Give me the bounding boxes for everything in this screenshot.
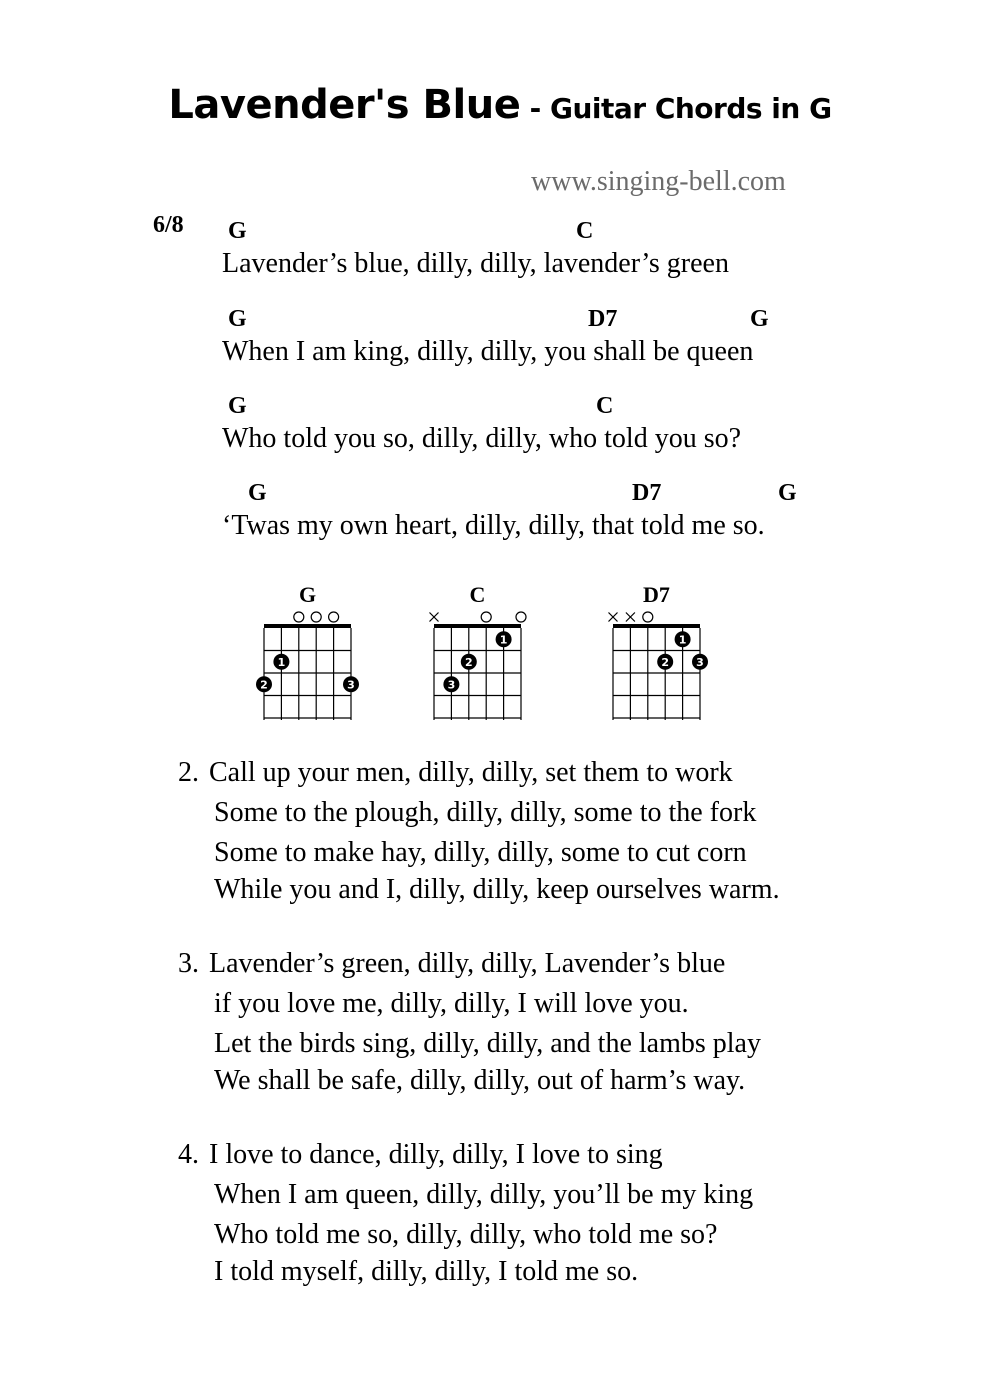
- lyric-line: if you love me, dilly, dilly, I will love you.: [214, 988, 689, 1019]
- open-string-marker: [311, 612, 321, 622]
- lyric-line: Some to make hay, dilly, dilly, some to cut corn: [214, 837, 747, 868]
- chord-name: D7: [643, 582, 670, 607]
- lyric-line: Who told you so, dilly, dilly, who told you so?: [222, 423, 742, 454]
- open-string-marker: [294, 612, 304, 622]
- chord-diagram-d7: [597, 580, 717, 720]
- verse-number: 4.: [178, 1139, 199, 1170]
- finger-number: 1: [678, 633, 687, 647]
- title-separator: -: [520, 92, 550, 125]
- chord-label: C: [576, 218, 594, 244]
- finger-number: 1: [499, 633, 508, 647]
- lyric-line: When I am queen, dilly, dilly, you’ll be my king: [214, 1179, 754, 1210]
- chord-label: C: [596, 393, 614, 419]
- lyric-line: Some to the plough, dilly, dilly, some to the fork: [214, 797, 757, 828]
- muted-string-marker: [626, 613, 635, 622]
- lyric-line: Call up your men, dilly, dilly, set them to work: [209, 757, 733, 788]
- chord-label: G: [228, 306, 247, 332]
- lyric-line: Who told me so, dilly, dilly, who told me so?: [214, 1219, 718, 1250]
- lyric-line: While you and I, dilly, dilly, keep ourselves warm.: [214, 874, 780, 905]
- website-url: www.singing-bell.com: [531, 166, 786, 197]
- lyric-line: I told myself, dilly, dilly, I told me so.: [214, 1256, 639, 1287]
- lyric-line: Let the birds sing, dilly, dilly, and the lambs play: [214, 1028, 761, 1059]
- lyric-line: I love to dance, dilly, dilly, I love to sing: [209, 1139, 663, 1170]
- lyric-line: When I am king, dilly, dilly, you shall be queen: [222, 336, 754, 367]
- nut: [434, 624, 521, 628]
- song-title: Lavender's Blue: [168, 82, 521, 128]
- chord-name: G: [298, 582, 317, 607]
- muted-string-marker: [609, 613, 618, 622]
- finger-number: 3: [347, 678, 355, 692]
- chord-label: D7: [632, 480, 662, 506]
- lyric-line: Lavender’s blue, dilly, dilly, lavender’s green: [222, 248, 729, 279]
- chord-diagram-g: [248, 580, 368, 720]
- lyric-line: We shall be safe, dilly, dilly, out of harm’s way.: [214, 1065, 746, 1096]
- chord-label: G: [248, 480, 267, 506]
- time-signature: 6/8: [153, 212, 184, 238]
- chord-diagram-svg: [597, 580, 717, 720]
- verse-number: 3.: [178, 948, 199, 979]
- chord-label: G: [778, 480, 797, 506]
- chord-diagram-c: [418, 580, 538, 720]
- chord-diagram-svg: [248, 580, 368, 720]
- finger-number: 2: [260, 678, 268, 692]
- chord-diagram-svg: [418, 580, 538, 720]
- nut: [264, 624, 351, 628]
- chord-label: G: [750, 306, 769, 332]
- lyric-line: ‘Twas my own heart, dilly, dilly, that told me so.: [222, 510, 765, 541]
- finger-number: 2: [464, 655, 473, 669]
- finger-number: 2: [661, 655, 670, 669]
- open-string-marker: [643, 612, 653, 622]
- chord-label: D7: [588, 306, 618, 332]
- finger-number: 3: [447, 678, 456, 692]
- page-title: [0, 82, 1000, 128]
- verse-number: 2.: [178, 757, 199, 788]
- chord-label: G: [228, 393, 247, 419]
- lyric-line: Lavender’s green, dilly, dilly, Lavender’s blue: [209, 948, 726, 979]
- chord-label: G: [228, 218, 247, 244]
- open-string-marker: [481, 612, 491, 622]
- finger-number: 1: [277, 655, 286, 669]
- muted-string-marker: [430, 613, 439, 622]
- nut: [613, 624, 700, 628]
- open-string-marker: [329, 612, 339, 622]
- finger-number: 3: [696, 655, 704, 669]
- song-subtitle: Guitar Chords in G: [549, 92, 832, 125]
- open-string-marker: [516, 612, 526, 622]
- chord-name: C: [469, 582, 486, 607]
